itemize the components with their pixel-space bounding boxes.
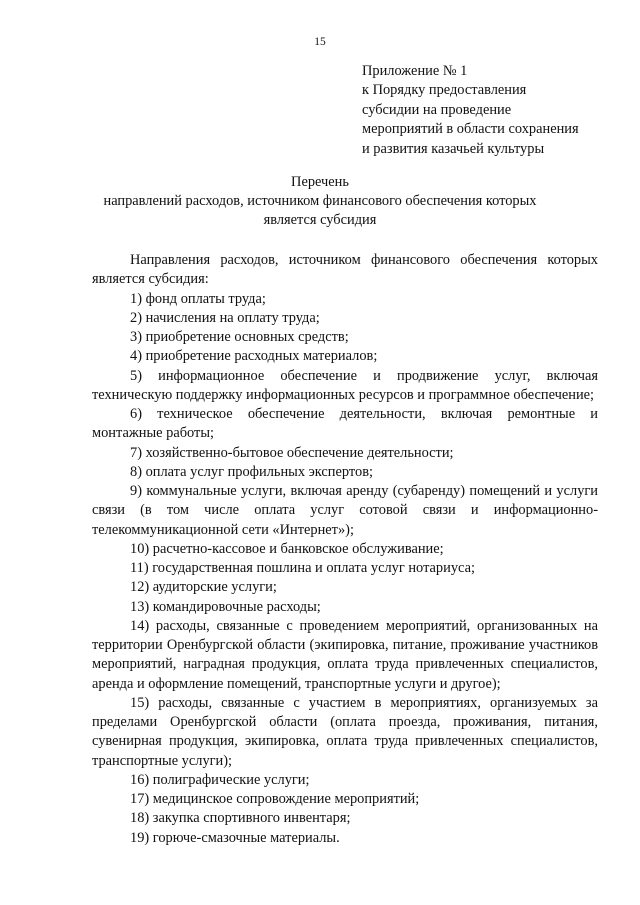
list-item: 16) полиграфические услуги; — [130, 771, 310, 788]
appendix-line: субсидии на проведение — [362, 101, 512, 118]
list-item: 7) хозяйственно-бытовое обеспечение деятельности; — [130, 444, 454, 461]
list-item: 15) расходы, связанные с участием в мероприятиях, организуемых за пределами Оренбургской области (оплата проезда, проживания, питания, сувенирная продукция, экипировка, оплата труда привлеченных специалистов, транспортные услуги); — [92, 694, 598, 769]
appendix-header — [362, 62, 622, 159]
list-item: 3) приобретение основных средств; — [130, 329, 349, 345]
appendix-line: Приложение № 1 — [362, 63, 468, 79]
list-item: 9) коммунальные услуги, включая аренду (субаренду) помещений и услуги связи (в том числе оплата услуг сотовой связи и информационно-телекоммуникационной сети «Интернет»); — [92, 483, 598, 538]
list-item: 13) командировочные расходы; — [130, 598, 321, 615]
appendix-line: мероприятий в области сохранения — [362, 121, 579, 138]
list-item: 8) оплата услуг профильных экспертов; — [130, 463, 373, 480]
list-item: 19) горюче-смазочные материалы. — [130, 829, 340, 846]
list-item: 11) государственная пошлина и оплата услуг нотариуса; — [130, 560, 475, 576]
title-line: направлений расходов, источником финансового обеспечения которых — [103, 193, 537, 209]
page-number: 15 — [314, 36, 326, 48]
list-item: 2) начисления на оплату труда; — [130, 309, 320, 326]
intro-paragraph: Направления расходов, источником финансового обеспечения которых является субсидия: — [92, 252, 598, 288]
list-item: 4) приобретение расходных материалов; — [130, 348, 378, 365]
appendix-line: к Порядку предоставления — [362, 82, 527, 99]
list-item: 10) расчетно-кассовое и банковское обслуживание; — [130, 540, 444, 557]
list-item: 5) информационное обеспечение и продвижение услуг, включая техническую поддержку информационных ресурсов и программное обеспечение; — [92, 367, 598, 403]
list-item: 12) аудиторские услуги; — [130, 579, 277, 596]
document-title — [0, 173, 640, 230]
list-item: 6) техническое обеспечение деятельности, включая ремонтные и монтажные работы; — [92, 406, 598, 442]
appendix-line: и развития казачьей культуры — [362, 140, 545, 157]
title-line: Перечень — [291, 174, 349, 190]
list-item: 17) медицинское сопровождение мероприятий; — [130, 791, 420, 807]
document-body — [92, 251, 598, 848]
list-item: 18) закупка спортивного инвентаря; — [130, 810, 351, 827]
list-item: 1) фонд оплаты труда; — [130, 290, 266, 307]
list-item: 14) расходы, связанные с проведением мероприятий, организованных на территории Оренбургской области (экипировка, питание, проживание участников мероприятий, наградная продукция, оплата труда привлеченных специалистов, аренда и оформление помещений, транспортные услуги и другое); — [92, 617, 598, 692]
title-line: является субсидия — [263, 212, 377, 228]
